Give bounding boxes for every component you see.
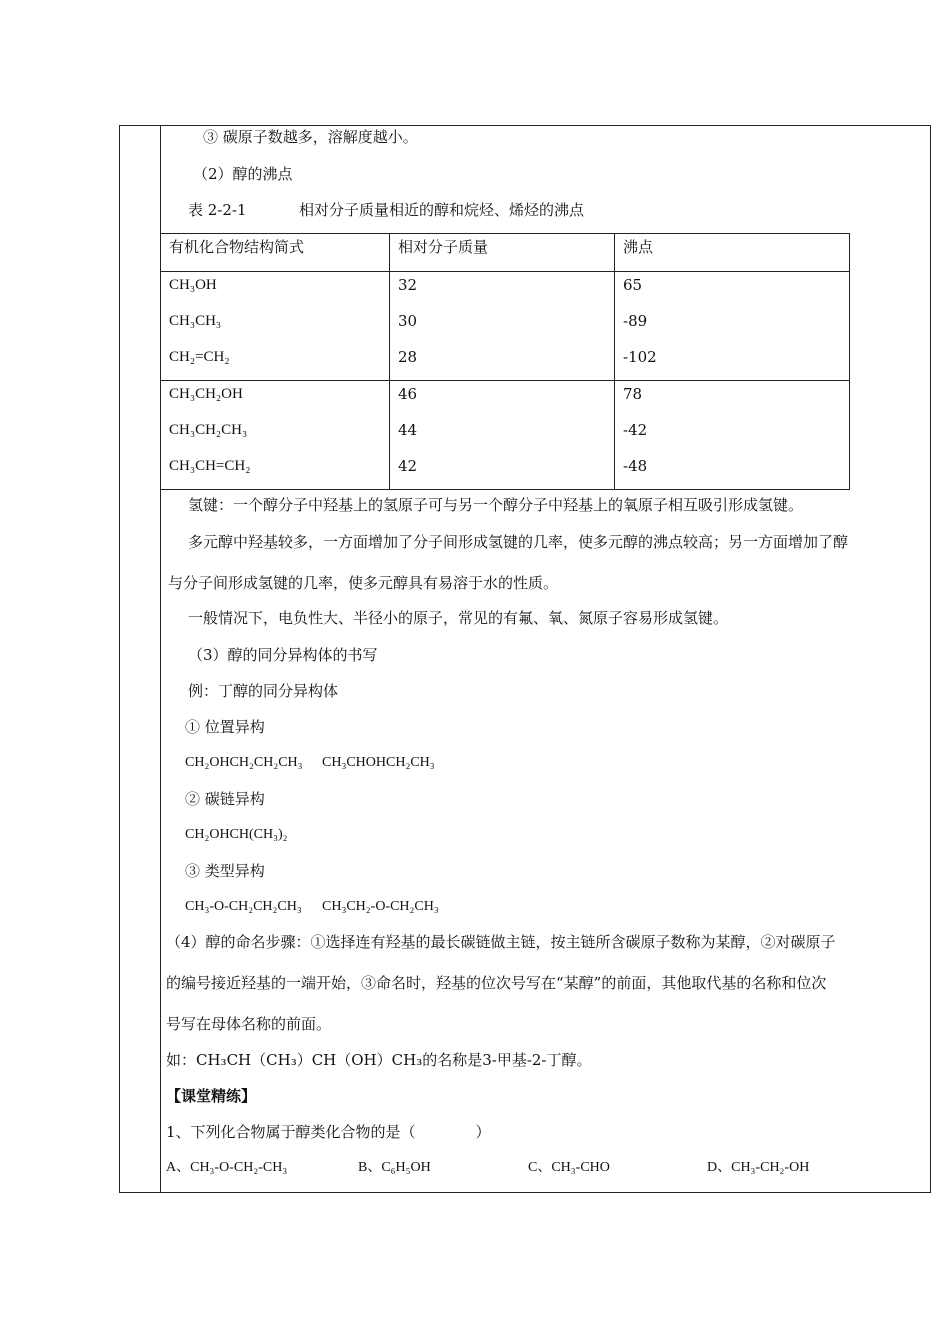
mass-cell [390, 381, 615, 490]
formula: CH₃CH=CH₂ [169, 458, 251, 474]
boiling-value: -89 [623, 312, 648, 330]
position-isomer-formula-2: CH₃CHOHCH₂CH₃ [322, 755, 435, 770]
solubility-point-3: ③ 碳原子数越多，溶解度越小。 [203, 128, 418, 146]
table-row [161, 381, 850, 490]
position-isomer-title: ① 位置异构 [185, 718, 265, 736]
mass-value: 28 [398, 348, 418, 366]
table-caption-title: 相对分子质量相近的醇和烷烃、烯烃的沸点 [299, 201, 585, 219]
general-rule: 一般情况下，电负性大、半径小的原子，常见的有氟、氧、氮原子容易形成氢键。 [188, 609, 729, 627]
section-boiling-point: （2）醇的沸点 [193, 165, 293, 183]
type-isomer-formula-2: CH₃CH₂-O-CH₂CH₃ [322, 899, 439, 914]
formula: CH₃OH [169, 277, 217, 293]
mass-value: 42 [398, 457, 418, 475]
boiling-value: -102 [623, 348, 657, 366]
formula-cell [161, 381, 390, 490]
naming-steps-line2: 的编号接近羟基的一端开始，③命名时，羟基的位次号写在“某醇”的前面，其他取代基的名称和位次 [166, 974, 827, 992]
table-caption-number: 表 2-2-1 [188, 201, 247, 219]
isomer-example: 例：丁醇的同分异构体 [188, 682, 339, 700]
section-isomers: （3）醇的同分异构体的书写 [188, 646, 378, 664]
type-isomer-title: ③ 类型异构 [185, 862, 265, 880]
position-isomer-formula-1: CH₂OHCH₂CH₂CH₃ [185, 755, 303, 770]
option-a: A、CH₃-O-CH₂-CH₃ [166, 1160, 288, 1175]
mass-cell [390, 272, 615, 381]
chain-isomer-formula: CH₂OHCH(CH₃)₂ [185, 827, 288, 842]
boiling-point-table [160, 233, 850, 490]
practice-heading: 【课堂精练】 [166, 1087, 257, 1105]
formula: CH₃CH₃ [169, 313, 222, 329]
mass-value: 44 [398, 421, 418, 439]
mass-value: 32 [398, 276, 418, 294]
option-b: B、C₆H₅OH [358, 1160, 431, 1175]
naming-example: 如：CH₃CH（CH₃）CH（OH）CH₃的名称是3-甲基-2-丁醇。 [166, 1051, 592, 1069]
question-1: 1、下列化合物属于醇类化合物的是（ ） [166, 1123, 491, 1141]
hydrogen-bond-definition: 氢键：一个醇分子中羟基上的氢原子可与另一个醇分子中羟基上的氧原子相互吸引形成氢键。 [188, 496, 804, 514]
boiling-cell [615, 381, 850, 490]
formula-cell [161, 272, 390, 381]
left-column [120, 126, 161, 1192]
polyol-paragraph-line2: 与分子间形成氢键的几率，使多元醇具有易溶于水的性质。 [168, 574, 559, 592]
polyol-paragraph-line1: 多元醇中羟基较多，一方面增加了分子间形成氢键的几率，使多元醇的沸点较高；另一方面增加了醇 [188, 533, 849, 551]
formula: CH₃CH₂CH₃ [169, 422, 248, 438]
type-isomer-formula-1: CH₃-O-CH₂CH₂CH₃ [185, 899, 302, 914]
header-mass: 相对分子质量 [390, 234, 615, 272]
table-header-row [161, 234, 850, 272]
naming-steps-line3: 号写在母体名称的前面。 [166, 1015, 332, 1033]
formula: CH₃CH₂OH [169, 386, 243, 402]
mass-value: 46 [398, 385, 418, 403]
formula: CH₂=CH₂ [169, 349, 230, 365]
mass-value: 30 [398, 312, 418, 330]
boiling-value: 65 [623, 276, 643, 294]
header-formula: 有机化合物结构简式 [161, 234, 390, 272]
boiling-cell [615, 272, 850, 381]
chain-isomer-title: ② 碳链异构 [185, 790, 265, 808]
boiling-value: -42 [623, 421, 648, 439]
option-c: C、CH₃-CHO [528, 1160, 610, 1175]
boiling-value: -48 [623, 457, 648, 475]
table-row [161, 272, 850, 381]
header-boiling-point: 沸点 [615, 234, 850, 272]
option-d: D、CH₃-CH₂-OH [707, 1160, 810, 1175]
naming-steps-line1: （4）醇的命名步骤：①选择连有羟基的最长碳链做主链，按主链所含碳原子数称为某醇，②对碳原子 [166, 933, 836, 951]
boiling-value: 78 [623, 385, 643, 403]
